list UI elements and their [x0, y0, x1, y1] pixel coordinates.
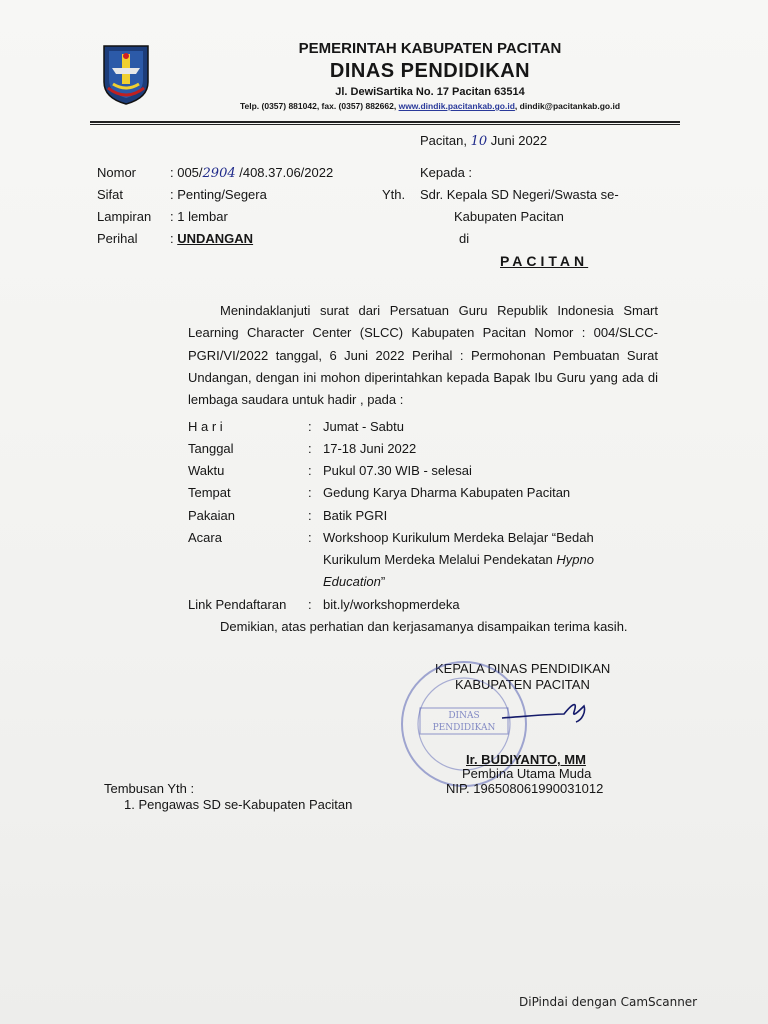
recipient-line-2: Kabupaten Pacitan	[454, 209, 564, 224]
sifat-value: : Penting/Segera	[170, 187, 267, 202]
recipient-di: di	[459, 231, 470, 246]
link-label: Link Pendaftaran	[188, 597, 287, 612]
acara-line-1: Workshoop Kurikulum Merdeka Belajar “Bedah	[323, 530, 594, 545]
letter-date: Pacitan, 10 Juni 2022	[420, 133, 548, 149]
tempat-value: Gedung Karya Dharma Kabupaten Pacitan	[323, 485, 571, 500]
website-link[interactable]: www.dindik.pacitankab.go.id	[398, 101, 515, 111]
handwritten-day: 10	[470, 134, 488, 149]
intro-paragraph: Menindaklanjuti surat dari Persatuan Guru Republik Indonesia Smart Learning Character Center (SLCC) Kabupaten Pacitan Nomor : 004/SLCC-PGRI/VI/2022 tanggal, 6 Juni 2022 Perihal : Permohonan Pembuatan Surat Undangan, dengan ini mohon diperintahkan kepada Bapak Ibu Guru yang ada di lembaga saudara untuk hadir , pada :	[188, 303, 658, 408]
waktu-value: Pukul 07.30 WIB - selesai	[323, 463, 472, 478]
signatory-nip: NIP. 196508061990031012	[446, 781, 604, 796]
svg-text:PENDIDIKAN: PENDIDIKAN	[432, 723, 496, 733]
contact-phone-fax: Telp. (0357) 881042, fax. (0357) 882662,	[239, 101, 399, 111]
hari-colon: :	[308, 419, 312, 434]
acara-line-2: Kurikulum Merdeka Melalui Pendekatan Hypno	[323, 552, 594, 567]
lampiran-label: Lampiran	[97, 209, 152, 224]
nomor-label: Nomor	[97, 165, 137, 180]
scanner-watermark: DiPindai dengan CamScanner	[519, 995, 698, 1009]
tanggal-value: 17-18 Juni 2022	[323, 441, 417, 456]
header-divider-thick	[90, 121, 680, 123]
office-contact	[180, 101, 680, 111]
signatory-title-2: KABUPATEN PACITAN	[455, 677, 590, 692]
cc-item-1: 1. Pengawas SD se-Kabupaten Pacitan	[124, 797, 353, 812]
acara-line-3: Education”	[323, 574, 386, 589]
link-colon: :	[308, 597, 312, 612]
header-divider-thin	[90, 124, 680, 125]
regency-coat-of-arms-logo	[100, 42, 152, 106]
acara-label: Acara	[188, 530, 222, 545]
yth-label: Yth.	[382, 187, 406, 202]
pakaian-label: Pakaian	[188, 508, 235, 523]
signatory-rank: Pembina Utama Muda	[462, 766, 592, 781]
closing-sentence: Demikian, atas perhatian dan kerjasamanya disampaikan terima kasih.	[220, 619, 628, 634]
office-address: Jl. DewiSartika No. 17 Pacitan 63514	[335, 86, 525, 98]
signatory-name: Ir. BUDIYANTO, MM	[466, 752, 586, 767]
body-paragraph	[188, 300, 658, 411]
waktu-label: Waktu	[188, 463, 225, 478]
tanggal-label: Tanggal	[188, 441, 234, 456]
perihal-label: Perihal	[97, 231, 138, 246]
contact-email: , dindik@pacitankab.go.id	[514, 101, 621, 111]
government-name: PEMERINTAH KABUPATEN PACITAN	[298, 40, 562, 57]
pakaian-colon: :	[308, 508, 312, 523]
nomor-value: : 005/2904 /408.37.06/2022	[170, 165, 334, 181]
department-name: DINAS PENDIDIKAN	[329, 60, 531, 82]
tempat-colon: :	[308, 485, 312, 500]
recipient-city: PACITAN	[500, 253, 589, 269]
kepada-label: Kepada :	[420, 165, 473, 180]
tanggal-colon: :	[308, 441, 312, 456]
hari-label: H a r i	[188, 419, 223, 434]
sifat-label: Sifat	[97, 187, 124, 202]
tempat-label: Tempat	[188, 485, 231, 500]
cc-title: Tembusan Yth :	[104, 781, 195, 796]
registration-link[interactable]: bit.ly/workshopmerdeka	[323, 597, 460, 612]
handwritten-number: 2904	[202, 166, 236, 181]
svg-text:DINAS: DINAS	[448, 711, 480, 721]
hari-value: Jumat - Sabtu	[323, 419, 404, 434]
waktu-colon: :	[308, 463, 312, 478]
acara-colon: :	[308, 530, 312, 545]
lampiran-value: : 1 lembar	[170, 209, 228, 224]
recipient-line-1: Sdr. Kepala SD Negeri/Swasta se-	[420, 187, 619, 202]
pakaian-value: Batik PGRI	[323, 508, 388, 523]
handwritten-signature	[500, 696, 600, 726]
perihal-value: : UNDANGAN	[170, 231, 254, 246]
signatory-title-1: KEPALA DINAS PENDIDIKAN	[435, 661, 611, 676]
